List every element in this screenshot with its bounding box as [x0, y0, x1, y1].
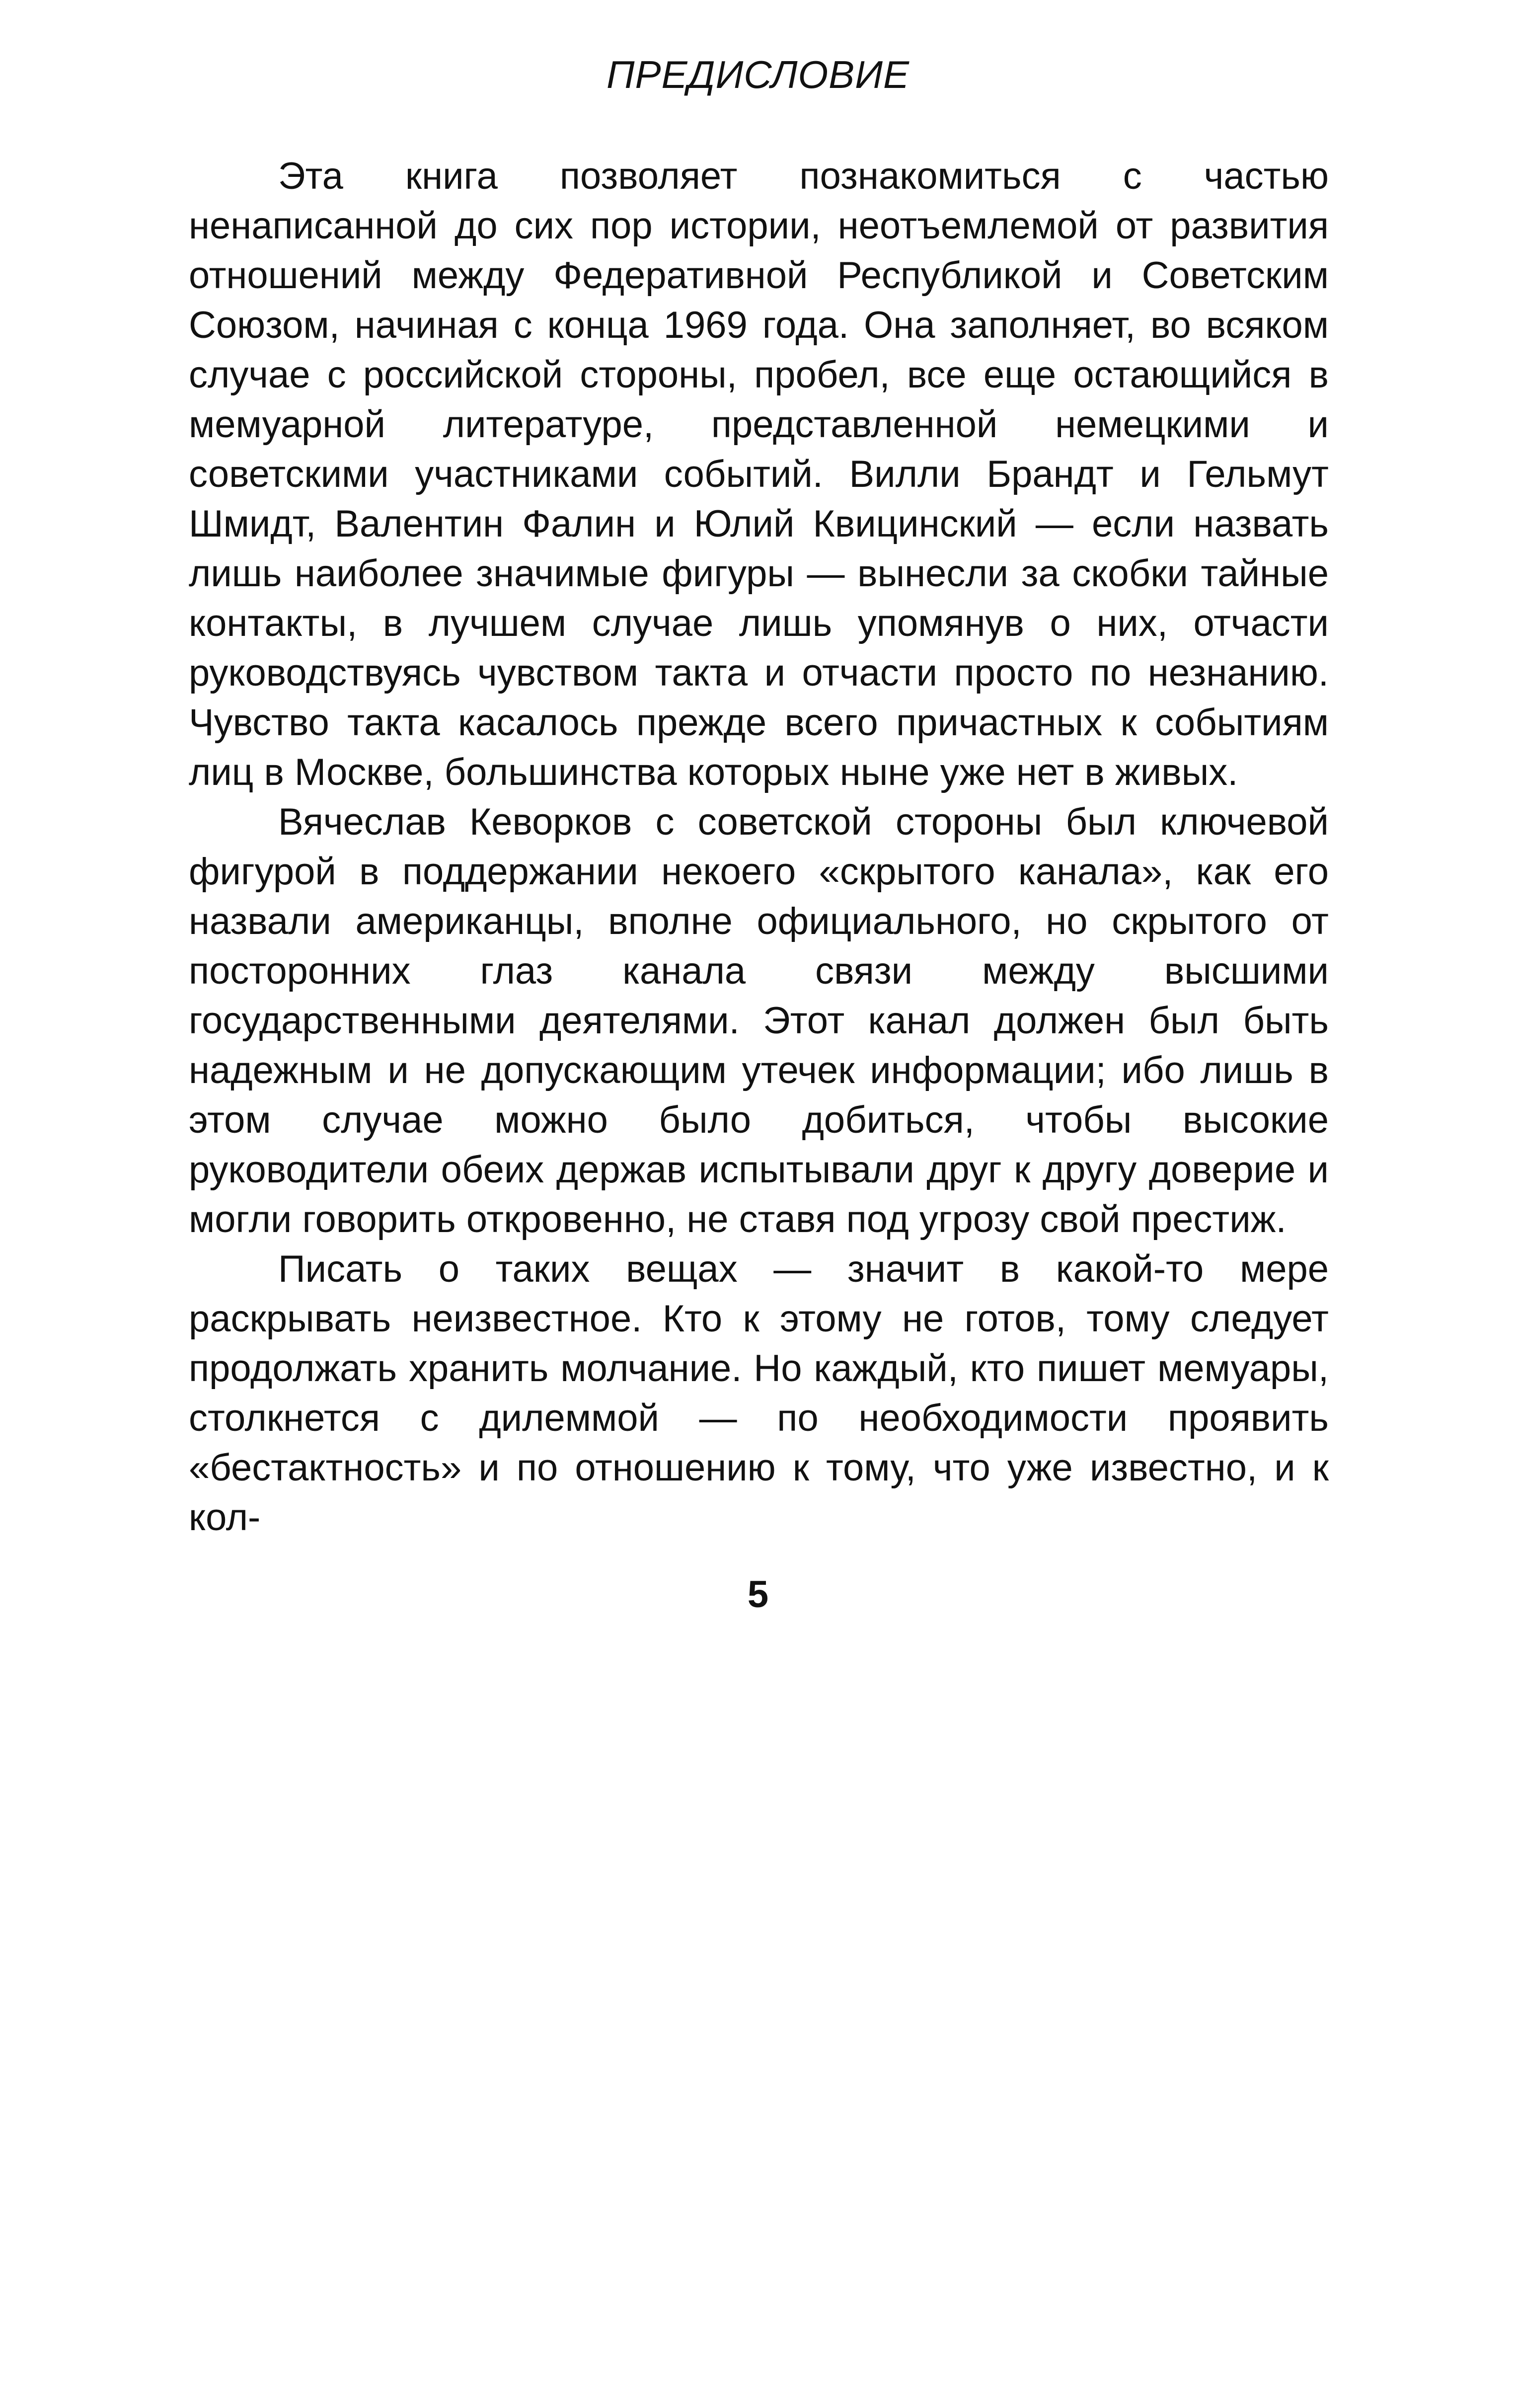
paragraph-3: Писать о таких вещах — значит в какой-то мере раскрывать неизвестное. Кто к этому не готов, тому следует продолжать хранить молчание. Но каждый, кто пишет мемуары, столкнется с дилеммой — по необходимости проявить «бестактность» и по отношению к тому, что уже известно, и к кол- [189, 1248, 1329, 1539]
body-text [189, 152, 1329, 1543]
paragraph-2: Вячеслав Кеворков с советской стороны был ключевой фигурой в поддержании некоего «скрытого канала», как его назвали американцы, вполне официального, но скрытого от посторонних глаз канала связи между высшими государственными деятелями. Этот канал должен был быть надежным и не допускающим утечек информации; ибо лишь в этом случае можно было добиться, чтобы высокие руководители обеих держав испытывали друг к другу доверие и могли говорить откровенно, не ставя под угрозу свой престиж. [189, 801, 1329, 1241]
paragraph-1: Эта книга позволяет познакомиться с частью ненаписанной до сих пор истории, неотъемлемой от развития отношений между Федеративной Республикой и Советским Союзом, начиная с конца 1969 года. Она заполняет, во всяком случае с российской стороны, пробел, все еще остающийся в мемуарной литературе, представленной немецкими и советскими участниками событий. Вилли Брандт и Гельмут Шмидт, Валентин Фалин и Юлий Квицинский — если назвать лишь наиболее значимые фигуры — вынесли за скобки тайные контакты, в лучшем случае лишь упомянув о них, отчасти руководствуясь чувством такта и отчасти просто по незнанию. Чувство такта касалось прежде всего причастных к событиям лиц в Москве, большинства которых ныне уже нет в живых. [189, 155, 1329, 793]
running-head-title: ПРЕДИСЛОВИЕ [606, 53, 910, 96]
page-number: 5 [747, 1573, 769, 1616]
